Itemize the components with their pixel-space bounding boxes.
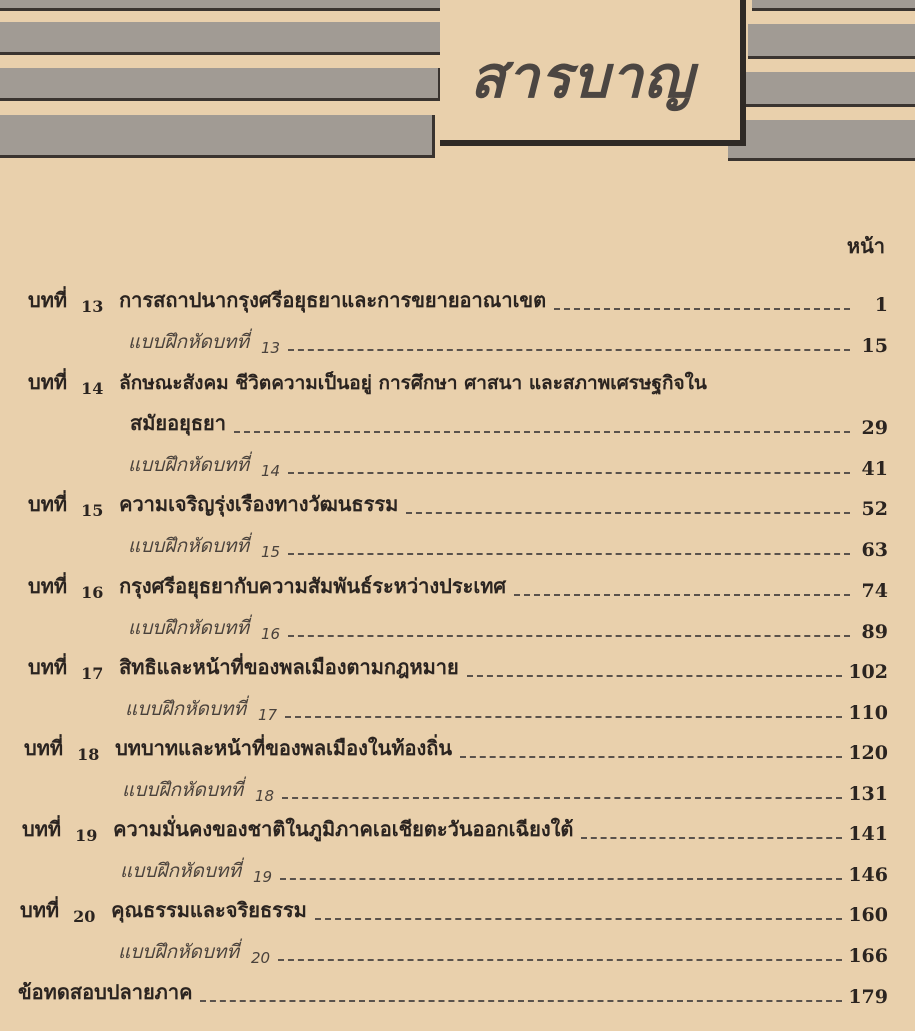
chapter-prefix: บทที่ [24, 736, 64, 760]
exercise-number: 17 [257, 706, 278, 724]
page-number: 29 [861, 417, 888, 439]
chapter-prefix: บทที่ [28, 288, 68, 312]
dot-leader [315, 918, 843, 920]
dot-leader [288, 349, 850, 351]
exercise-number: 15 [260, 543, 281, 561]
dot-leader [280, 878, 842, 880]
dot-leader [460, 756, 842, 758]
toc-entry[interactable] [28, 572, 888, 602]
toc-entry[interactable] [28, 286, 888, 316]
exercise-label: แบบฝึกหัดบทที่ [122, 779, 243, 801]
exercise-label: แบบฝึกหัดบทที่ [128, 617, 249, 639]
dot-leader [288, 472, 850, 474]
toc-final-entry[interactable] [18, 978, 888, 1008]
exercise-number: 16 [260, 625, 281, 643]
chapter-number: 14 [81, 379, 104, 398]
page-number: 41 [861, 458, 888, 480]
toc-entry[interactable] [28, 653, 888, 683]
toc-entry[interactable] [28, 368, 888, 398]
exercise-label: แบบฝึกหัดบทที่ [118, 941, 239, 963]
exercise-label: แบบฝึกหัดบทที่ [120, 860, 241, 882]
page-number: 179 [848, 986, 888, 1008]
toc-exercise-entry[interactable] [128, 327, 888, 357]
chapter-number: 18 [77, 745, 100, 764]
toc-entry[interactable] [28, 490, 888, 520]
page-number: 63 [861, 539, 888, 561]
toc-exercise-entry[interactable] [128, 613, 888, 643]
page-number: 89 [861, 621, 888, 643]
chapter-title: สิทธิและหน้าที่ของพลเมืองตามกฎหมาย [119, 655, 459, 679]
page-number: 1 [874, 294, 888, 316]
page-column-label: หน้า [846, 234, 885, 258]
exercise-label: แบบฝึกหัดบทที่ [128, 331, 249, 353]
dot-leader [285, 716, 842, 718]
dot-leader [514, 594, 850, 596]
toc-exercise-entry[interactable] [128, 450, 888, 480]
dot-leader [282, 797, 842, 799]
chapter-number: 15 [81, 501, 104, 520]
chapter-title: ลักษณะสังคม ชีวิตความเป็นอยู่ การศึกษา ศาสนา และสภาพเศรษฐกิจใน [119, 372, 707, 394]
exercise-number: 14 [260, 462, 281, 480]
chapter-title: ความมั่นคงของชาติในภูมิภาคเอเชียตะวันออกเฉียงใต้ [113, 817, 574, 841]
chapter-title: กรุงศรีอยุธยากับความสัมพันธ์ระหว่างประเทศ [119, 574, 507, 598]
final-title: ข้อทดสอบปลายภาค [18, 980, 193, 1004]
page-number: 52 [861, 498, 888, 520]
chapter-number: 17 [81, 664, 104, 683]
dot-leader [288, 635, 850, 637]
page-number: 166 [848, 945, 888, 967]
chapter-title: บทบาทและหน้าที่ของพลเมืองในท้องถิ่น [115, 736, 453, 760]
chapter-prefix: บทที่ [22, 817, 62, 841]
dot-leader [278, 959, 842, 961]
page-number: 141 [848, 823, 888, 845]
exercise-label: แบบฝึกหัดบทที่ [128, 535, 249, 557]
chapter-prefix: บทที่ [28, 574, 68, 598]
page-number: 74 [861, 580, 888, 602]
chapter-title-continued: สมัยอยุธยา [130, 411, 226, 435]
chapter-prefix: บทที่ [28, 492, 68, 516]
dot-leader [554, 308, 850, 310]
exercise-number: 19 [252, 868, 273, 886]
dot-leader [581, 837, 842, 839]
dot-leader [200, 1000, 842, 1002]
toc-entry[interactable] [24, 734, 888, 764]
chapter-number: 20 [73, 907, 96, 926]
exercise-label: แบบฝึกหัดบทที่ [125, 698, 246, 720]
toc-entry-continuation[interactable] [130, 409, 888, 439]
page-title: สารบาญ [470, 43, 694, 111]
dot-leader [288, 553, 850, 555]
chapter-number: 16 [81, 583, 104, 602]
page-number: 146 [848, 864, 888, 886]
exercise-number: 13 [260, 339, 281, 357]
page-number: 120 [848, 742, 888, 764]
exercise-label: แบบฝึกหัดบทที่ [128, 454, 249, 476]
chapter-number: 19 [75, 826, 98, 845]
chapter-prefix: บทที่ [28, 655, 68, 679]
page-number: 131 [848, 783, 888, 805]
dot-leader [406, 512, 850, 514]
toc-exercise-entry[interactable] [118, 937, 888, 967]
chapter-prefix: บทที่ [20, 898, 60, 922]
page-number: 102 [848, 661, 888, 683]
chapter-title: คุณธรรมและจริยธรรม [111, 898, 307, 922]
exercise-number: 18 [254, 787, 275, 805]
toc-entry[interactable] [20, 896, 888, 926]
toc-entry[interactable] [22, 815, 888, 845]
chapter-title: ความเจริญรุ่งเรืองทางวัฒนธรรม [119, 492, 399, 516]
chapter-title: การสถาปนากรุงศรีอยุธยาและการขยายอาณาเขต [119, 288, 547, 312]
dot-leader [234, 431, 850, 433]
exercise-number: 20 [250, 949, 271, 967]
chapter-number: 13 [81, 297, 104, 316]
dot-leader [467, 675, 843, 677]
toc-exercise-entry[interactable] [120, 856, 888, 886]
chapter-prefix: บทที่ [28, 370, 68, 394]
page-number: 110 [848, 702, 888, 724]
page-number: 15 [861, 335, 888, 357]
toc-exercise-entry[interactable] [125, 694, 888, 724]
page-number: 160 [848, 904, 888, 926]
toc-exercise-entry[interactable] [122, 775, 888, 805]
toc-exercise-entry[interactable] [128, 531, 888, 561]
